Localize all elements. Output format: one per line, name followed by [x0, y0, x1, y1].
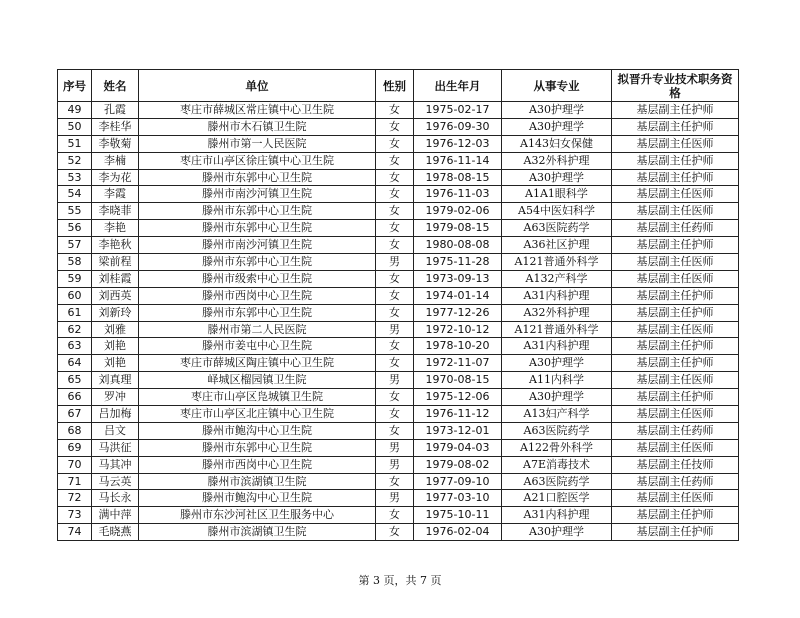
cell-gender: 男 — [376, 254, 414, 271]
cell-qualification: 基层副主任医师 — [612, 203, 739, 220]
cell-name: 李晓菲 — [92, 203, 139, 220]
cell-name: 孔霞 — [92, 102, 139, 119]
cell-seq: 51 — [58, 135, 92, 152]
cell-name: 李霞 — [92, 186, 139, 203]
col-header-gender: 性别 — [376, 70, 414, 102]
cell-qualification: 基层副主任护师 — [612, 304, 739, 321]
cell-gender: 女 — [376, 355, 414, 372]
cell-name: 马长永 — [92, 490, 139, 507]
cell-birth: 1975-10-11 — [414, 507, 502, 524]
cell-major: A122骨外科学 — [502, 439, 612, 456]
cell-seq: 56 — [58, 220, 92, 237]
cell-seq: 74 — [58, 524, 92, 541]
cell-gender: 男 — [376, 490, 414, 507]
table-row — [58, 118, 739, 135]
cell-birth: 1970-08-15 — [414, 372, 502, 389]
cell-unit: 滕州市东郭中心卫生院 — [139, 254, 376, 271]
table-row — [58, 304, 739, 321]
cell-name: 满中萍 — [92, 507, 139, 524]
cell-unit: 滕州市滨湖镇卫生院 — [139, 473, 376, 490]
cell-seq: 55 — [58, 203, 92, 220]
cell-qualification: 基层副主任医师 — [612, 135, 739, 152]
cell-qualification: 基层副主任护师 — [612, 169, 739, 186]
cell-unit: 滕州市第一人民医院 — [139, 135, 376, 152]
cell-seq: 62 — [58, 321, 92, 338]
table-row — [58, 102, 739, 119]
cell-name: 马云英 — [92, 473, 139, 490]
cell-seq: 67 — [58, 406, 92, 423]
cell-seq: 49 — [58, 102, 92, 119]
cell-major: A13妇产科学 — [502, 406, 612, 423]
table-row — [58, 507, 739, 524]
cell-major: A21口腔医学 — [502, 490, 612, 507]
cell-name: 李艳秋 — [92, 237, 139, 254]
cell-name: 刘真理 — [92, 372, 139, 389]
table-row — [58, 439, 739, 456]
cell-birth: 1976-12-03 — [414, 135, 502, 152]
table-row — [58, 355, 739, 372]
cell-name: 马其冲 — [92, 456, 139, 473]
cell-gender: 女 — [376, 338, 414, 355]
cell-unit: 滕州市东郭中心卫生院 — [139, 203, 376, 220]
cell-qualification: 基层副主任医师 — [612, 270, 739, 287]
col-header-birth: 出生年月 — [414, 70, 502, 102]
cell-major: A7E消毒技术 — [502, 456, 612, 473]
table-row — [58, 152, 739, 169]
cell-unit: 滕州市木石镇卫生院 — [139, 118, 376, 135]
cell-major: A32外科护理 — [502, 152, 612, 169]
cell-gender: 男 — [376, 456, 414, 473]
cell-name: 李楠 — [92, 152, 139, 169]
cell-name: 李桂华 — [92, 118, 139, 135]
cell-major: A143妇女保健 — [502, 135, 612, 152]
table-row — [58, 456, 739, 473]
cell-name: 刘艳 — [92, 355, 139, 372]
cell-gender: 女 — [376, 237, 414, 254]
cell-gender: 男 — [376, 439, 414, 456]
cell-unit: 滕州市东郭中心卫生院 — [139, 169, 376, 186]
cell-birth: 1976-11-12 — [414, 406, 502, 423]
cell-seq: 54 — [58, 186, 92, 203]
cell-birth: 1979-08-02 — [414, 456, 502, 473]
cell-seq: 72 — [58, 490, 92, 507]
cell-major: A31内科护理 — [502, 338, 612, 355]
cell-seq: 57 — [58, 237, 92, 254]
cell-birth: 1977-09-10 — [414, 473, 502, 490]
cell-seq: 61 — [58, 304, 92, 321]
header-row — [58, 70, 739, 102]
roster-table — [57, 69, 739, 541]
cell-major: A30护理学 — [502, 389, 612, 406]
table-row — [58, 372, 739, 389]
col-header-qualification: 拟晋升专业技术职务资格 — [612, 70, 739, 102]
cell-major: A132产科学 — [502, 270, 612, 287]
cell-name: 李艳 — [92, 220, 139, 237]
cell-unit: 枣庄市山亭区北庄镇中心卫生院 — [139, 406, 376, 423]
cell-name: 吕文 — [92, 422, 139, 439]
cell-birth: 1976-11-14 — [414, 152, 502, 169]
cell-qualification: 基层副主任药师 — [612, 422, 739, 439]
table-row — [58, 406, 739, 423]
cell-unit: 枣庄市山亭区凫城镇卫生院 — [139, 389, 376, 406]
cell-qualification: 基层副主任医师 — [612, 490, 739, 507]
cell-unit: 枣庄市薛城区常庄镇中心卫生院 — [139, 102, 376, 119]
cell-qualification: 基层副主任护师 — [612, 102, 739, 119]
cell-qualification: 基层副主任护师 — [612, 118, 739, 135]
cell-gender: 女 — [376, 304, 414, 321]
cell-name: 马洪征 — [92, 439, 139, 456]
cell-major: A30护理学 — [502, 102, 612, 119]
cell-qualification: 基层副主任护师 — [612, 237, 739, 254]
cell-major: A31内科护理 — [502, 507, 612, 524]
cell-name: 罗冲 — [92, 389, 139, 406]
cell-birth: 1972-11-07 — [414, 355, 502, 372]
cell-qualification: 基层副主任医师 — [612, 406, 739, 423]
cell-unit: 滕州市南沙河镇卫生院 — [139, 186, 376, 203]
cell-qualification: 基层副主任技师 — [612, 456, 739, 473]
cell-unit: 滕州市西岗中心卫生院 — [139, 287, 376, 304]
table-row — [58, 338, 739, 355]
col-header-major: 从事专业 — [502, 70, 612, 102]
cell-qualification: 基层副主任护师 — [612, 338, 739, 355]
cell-qualification: 基层副主任护师 — [612, 389, 739, 406]
cell-gender: 女 — [376, 169, 414, 186]
cell-unit: 滕州市鲍沟中心卫生院 — [139, 490, 376, 507]
cell-major: A32外科护理 — [502, 304, 612, 321]
table-row — [58, 524, 739, 541]
cell-gender: 女 — [376, 524, 414, 541]
cell-gender: 女 — [376, 473, 414, 490]
cell-major: A121普通外科学 — [502, 321, 612, 338]
cell-gender: 女 — [376, 220, 414, 237]
cell-birth: 1977-12-26 — [414, 304, 502, 321]
cell-unit: 峄城区榴园镇卫生院 — [139, 372, 376, 389]
col-header-name: 姓名 — [92, 70, 139, 102]
cell-seq: 53 — [58, 169, 92, 186]
cell-gender: 女 — [376, 118, 414, 135]
table-row — [58, 270, 739, 287]
table-row — [58, 389, 739, 406]
cell-qualification: 基层副主任护师 — [612, 507, 739, 524]
cell-seq: 64 — [58, 355, 92, 372]
cell-major: A30护理学 — [502, 169, 612, 186]
cell-gender: 男 — [376, 372, 414, 389]
cell-birth: 1978-08-15 — [414, 169, 502, 186]
cell-birth: 1976-02-04 — [414, 524, 502, 541]
cell-unit: 滕州市姜屯中心卫生院 — [139, 338, 376, 355]
cell-seq: 69 — [58, 439, 92, 456]
cell-birth: 1980-08-08 — [414, 237, 502, 254]
cell-name: 毛晓燕 — [92, 524, 139, 541]
cell-name: 李为花 — [92, 169, 139, 186]
cell-unit: 滕州市东沙河社区卫生服务中心 — [139, 507, 376, 524]
cell-major: A63医院药学 — [502, 220, 612, 237]
table-row — [58, 422, 739, 439]
cell-birth: 1974-01-14 — [414, 287, 502, 304]
cell-qualification: 基层副主任医师 — [612, 254, 739, 271]
cell-unit: 滕州市南沙河镇卫生院 — [139, 237, 376, 254]
cell-unit: 枣庄市薛城区陶庄镇中心卫生院 — [139, 355, 376, 372]
cell-major: A30护理学 — [502, 355, 612, 372]
cell-birth: 1972-10-12 — [414, 321, 502, 338]
cell-qualification: 基层副主任药师 — [612, 220, 739, 237]
cell-birth: 1978-10-20 — [414, 338, 502, 355]
table-row — [58, 490, 739, 507]
cell-gender: 女 — [376, 135, 414, 152]
cell-qualification: 基层副主任护师 — [612, 524, 739, 541]
cell-unit: 滕州市第二人民医院 — [139, 321, 376, 338]
table-row — [58, 186, 739, 203]
cell-unit: 滕州市级索中心卫生院 — [139, 270, 376, 287]
table-row — [58, 169, 739, 186]
cell-major: A36社区护理 — [502, 237, 612, 254]
cell-seq: 50 — [58, 118, 92, 135]
cell-gender: 女 — [376, 186, 414, 203]
cell-seq: 58 — [58, 254, 92, 271]
cell-gender: 女 — [376, 389, 414, 406]
cell-major: A31内科护理 — [502, 287, 612, 304]
cell-seq: 60 — [58, 287, 92, 304]
cell-qualification: 基层副主任医师 — [612, 439, 739, 456]
cell-gender: 女 — [376, 270, 414, 287]
cell-major: A63医院药学 — [502, 422, 612, 439]
table-row — [58, 237, 739, 254]
cell-gender: 女 — [376, 152, 414, 169]
page-footer: 第 3 页，共 7 页 — [358, 574, 442, 587]
cell-seq: 73 — [58, 507, 92, 524]
table-row — [58, 135, 739, 152]
cell-name: 刘西英 — [92, 287, 139, 304]
table-row — [58, 203, 739, 220]
cell-name: 梁前程 — [92, 254, 139, 271]
table-row — [58, 473, 739, 490]
cell-seq: 65 — [58, 372, 92, 389]
cell-name: 吕加梅 — [92, 406, 139, 423]
cell-major: A11内科学 — [502, 372, 612, 389]
cell-unit: 滕州市东郭中心卫生院 — [139, 304, 376, 321]
cell-major: A30护理学 — [502, 524, 612, 541]
cell-gender: 女 — [376, 406, 414, 423]
cell-birth: 1979-08-15 — [414, 220, 502, 237]
cell-gender: 女 — [376, 287, 414, 304]
cell-gender: 男 — [376, 321, 414, 338]
cell-seq: 70 — [58, 456, 92, 473]
cell-seq: 59 — [58, 270, 92, 287]
cell-qualification: 基层副主任医师 — [612, 186, 739, 203]
cell-seq: 63 — [58, 338, 92, 355]
cell-qualification: 基层副主任药师 — [612, 473, 739, 490]
cell-qualification: 基层副主任护师 — [612, 152, 739, 169]
cell-unit: 滕州市鲍沟中心卫生院 — [139, 422, 376, 439]
cell-name: 刘艳 — [92, 338, 139, 355]
cell-major: A1A1眼科学 — [502, 186, 612, 203]
cell-name: 刘新玲 — [92, 304, 139, 321]
cell-unit: 枣庄市山亭区徐庄镇中心卫生院 — [139, 152, 376, 169]
cell-major: A30护理学 — [502, 118, 612, 135]
cell-name: 刘桂霞 — [92, 270, 139, 287]
cell-gender: 女 — [376, 507, 414, 524]
cell-birth: 1979-02-06 — [414, 203, 502, 220]
cell-birth: 1975-11-28 — [414, 254, 502, 271]
cell-qualification: 基层副主任护师 — [612, 287, 739, 304]
cell-unit: 滕州市西岗中心卫生院 — [139, 456, 376, 473]
cell-birth: 1976-11-03 — [414, 186, 502, 203]
cell-name: 刘雅 — [92, 321, 139, 338]
cell-unit: 滕州市东郭中心卫生院 — [139, 220, 376, 237]
cell-seq: 71 — [58, 473, 92, 490]
cell-birth: 1979-04-03 — [414, 439, 502, 456]
cell-seq: 52 — [58, 152, 92, 169]
cell-gender: 女 — [376, 203, 414, 220]
cell-major: A121普通外科学 — [502, 254, 612, 271]
cell-qualification: 基层副主任护师 — [612, 355, 739, 372]
cell-unit: 滕州市滨湖镇卫生院 — [139, 524, 376, 541]
cell-qualification: 基层副主任医师 — [612, 372, 739, 389]
cell-birth: 1973-09-13 — [414, 270, 502, 287]
cell-seq: 66 — [58, 389, 92, 406]
col-header-seq: 序号 — [58, 70, 92, 102]
cell-birth: 1975-12-06 — [414, 389, 502, 406]
cell-name: 李敬菊 — [92, 135, 139, 152]
cell-gender: 女 — [376, 422, 414, 439]
cell-qualification: 基层副主任医师 — [612, 321, 739, 338]
cell-birth: 1973-12-01 — [414, 422, 502, 439]
table-row — [58, 220, 739, 237]
cell-birth: 1976-09-30 — [414, 118, 502, 135]
col-header-unit: 单位 — [139, 70, 376, 102]
cell-unit: 滕州市东郭中心卫生院 — [139, 439, 376, 456]
table-row — [58, 254, 739, 271]
cell-gender: 女 — [376, 102, 414, 119]
table-row — [58, 287, 739, 304]
cell-seq: 68 — [58, 422, 92, 439]
cell-major: A54中医妇科学 — [502, 203, 612, 220]
cell-birth: 1975-02-17 — [414, 102, 502, 119]
table-row — [58, 321, 739, 338]
cell-birth: 1977-03-10 — [414, 490, 502, 507]
cell-major: A63医院药学 — [502, 473, 612, 490]
